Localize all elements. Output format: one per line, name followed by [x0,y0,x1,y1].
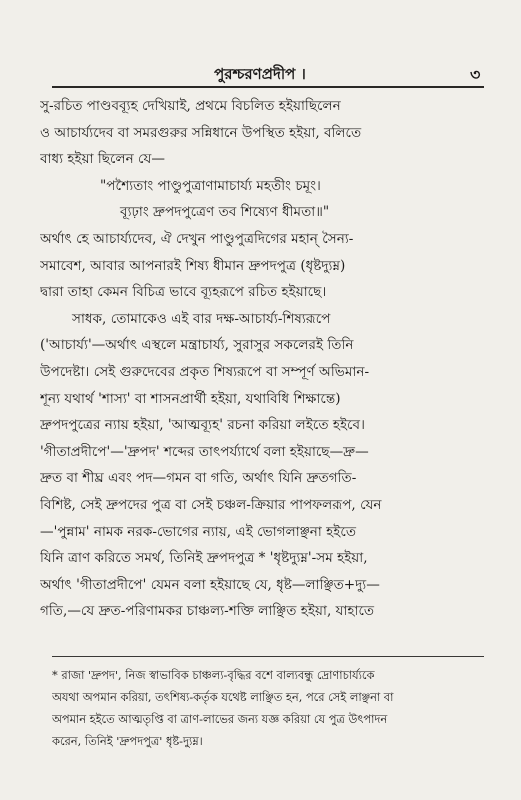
text-line: গতি,—যে দ্রুত-পরিণামকর চাঞ্চল্য-শক্তি লাঞ্ছিত হইয়া, যাহাতে [40,603,375,620]
text-line: সমাবেশ, আবার আপনারই শিষ্য ধীমান দ্রুপদপুত্র (ধৃষ্টদ্যুম্ন) [40,257,346,274]
text-line: দ্রুপদপুত্রের ন্যায় হইয়া, 'আত্মব্যূহ' রচনা করিয়া লইতে হইবে। [40,417,365,434]
text-line: যিনি ত্রাণ করিতে সমর্থ, তিনিই দ্রুপদপুত্র * 'ধৃষ্টদ্যুম্ন'-সম হইয়া, [40,550,368,567]
text-line: 'গীতাপ্রদীপে'—'দ্রুপদ' শব্দের তাৎপর্য্যার্থে বলা হইয়াছে—দ্রু— [40,443,369,460]
page-number: ৩ [470,65,481,84]
text-line: দ্রুত বা শীঘ্র এবং পদ—গমন বা গতি, অর্থাৎ যিনি দ্রুতগতি- [40,470,357,487]
text-line: উপদেষ্টা। সেই গুরুদেবের প্রকৃত শিষ্যরূপে বা সম্পূর্ণ অভিমান- [40,363,370,380]
body-text [40,93,494,625]
text-line: সু-রচিত পাণ্ডবব্যূহ দেখিয়াই, প্রথমে বিচলিত হইয়াছিলেন [40,98,341,114]
footnote-line: অযথা অপমান করিয়া, তৎশিষ্য-কর্তৃক যথেষ্ট লাঞ্ছিত হন, পরে সেই লাঞ্ছনা বা [52,690,394,704]
verse-line: "পশ্যৈতাং পাণ্ডুপুত্রাণামাচার্য্য মহতীং চমূং। [100,177,321,194]
text-line: দ্বারা তাহা কেমন বিচিত্র ভাবে ব্যূহরূপে রচিত হইয়াছে। [40,284,327,301]
text-line: —'পুন্নাম' নামক নরক-ভোগের ন্যায়, এই ভোগলাঞ্ছনা হইতে [40,523,357,540]
running-title: পুরশ্চরণপ্রদীপ । [214,65,306,83]
footnote-rule [52,656,484,657]
text-line: অর্থাৎ 'গীতাপ্রদীপে' যেমন বলা হইয়াছে যে, ধৃষ্ট—লাঞ্ছিত+দ্যু— [40,576,380,593]
text-line: বিশিষ্ট, সেই দ্রুপদের পুত্র বা সেই চঞ্চল-ক্রিয়ার পাপফলরূপ, যেন [40,496,382,513]
verse-line: ব্যূঢ়াং দ্রুপদপুত্রেণ তব শিষ্যেণ ধীমতা॥" [120,204,330,221]
text-line: বাধ্য হইয়া ছিলেন যে— [40,151,165,168]
footnote-line: করেন, তিনিই 'দ্রুপদপুত্র' ধৃষ্ট-দ্যুম্ন। [52,734,203,748]
text-line: ও আচার্য্যদেব বা সমরগুরুর সন্নিধানে উপস্থিত হইয়া, বলিতে [40,124,362,141]
running-head [0,63,521,85]
text-line: অর্থাৎ হে আচার্য্যদেব, ঐ দেখুন পাণ্ডুপুত্রদিগের মহান্ সৈন্য- [40,230,354,247]
paragraph-start-line: সাধক, তোমাকেও এই বার দক্ষ-আচার্য্য-শিষ্যরূপে [72,310,331,327]
text-line: শূন্য যথার্থ 'শাস্য' বা শাসনপ্রার্থী হইয়া, যথাবিধি শিক্ষান্তে) [40,390,341,407]
header-rule [52,86,484,88]
footnote [52,664,484,752]
footnote-line: * রাজা 'দ্রুপদ', নিজ স্বাভাবিক চাঞ্চল্য-বৃদ্ধির বশে বাল্যবন্ধু দ্রোণাচার্য্যকে [52,668,375,682]
text-line: ('আচার্য্য'—অর্থাৎ এস্থলে মন্ত্রাচার্য্য, সুরাসুর সকলেরই তিনি [40,337,354,354]
footnote-line: অপমান হইতে আত্মতৃপ্তি বা ত্রাণ-লাভের জন্য যজ্ঞ করিয়া যে পুত্র উৎপাদন [52,712,388,726]
